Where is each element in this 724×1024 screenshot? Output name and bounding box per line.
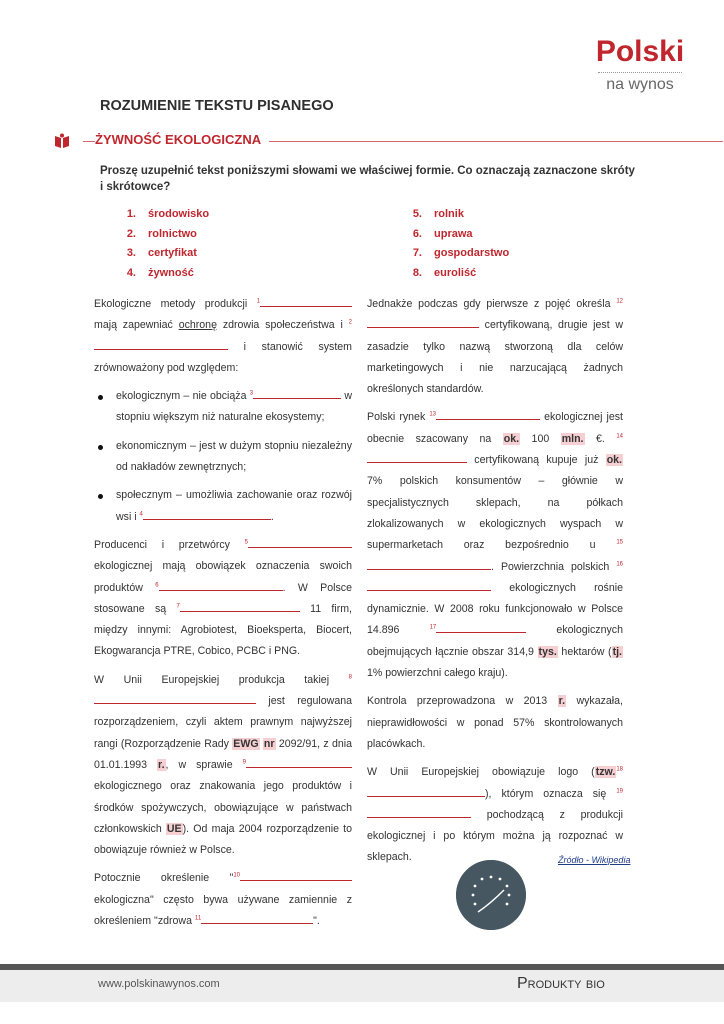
gap-blank[interactable] xyxy=(367,557,491,570)
paragraph: Producenci i przetwórcy $^5$ ekologicznej mają obowiązek oznaczenia swoich produktów $^6$ . W Polsce stosowane są $^7$ 11 firm, między innymi: Agrobiotest, Bioeksperta, Biocert, Ekogwarancja PTRE, Cobico, PCBC i PNG. xyxy=(94,535,352,663)
gap-blank[interactable] xyxy=(94,337,228,350)
brand-logo xyxy=(590,36,690,95)
paragraph: W Unii Europejskiej produkcja takiej $^8$ jest regulowana rozporządzeniem, czyli aktem prawnym najwyższej rangi (Rozporządzenie Rady EWG nr 2092/91, z dnia 01.01.1993 r., w sprawie $^9$ ekologicznego oraz znakowania jego produktów i środków spożywczych, obowiązujące w państwach członkowskich UE). Od maja 2004 rozporządzenie to obowiązuje również w Polsce. xyxy=(94,673,352,857)
paragraph: Polski rynek $^{13}$ ekologicznej jest obecnie szacowany na ok. 100 mln. €. $^{14}$ certyfikowaną kupuje już ok. 7% polskich konsumentów – głównie w specjalistycznych sklepach, na półkach zlokalizowanych w ekologicznych wyspach w supermarketach oraz bezpośrednio u $^{15}$. Powierzchnia polskich $^{16}$ ekologicznych rośnie dynamicznie. W 2008 roku funkcjonowało w Polsce 14.896 $^{17}$ ekologicznych obejmujących łącznie obszar 314,9 tys. hektarów (tj. 1% powierzchni całego kraju). xyxy=(367,407,623,684)
gap-blank[interactable] xyxy=(246,755,352,768)
word-item: 8. euroliść xyxy=(412,266,477,279)
bullet-item: ekonomicznym – jest w dużym stopniu niezależny od nakładów zewnętrznych; xyxy=(94,436,352,479)
word-item: 7. gospodarstwo xyxy=(412,247,510,259)
gap-blank[interactable] xyxy=(201,911,313,924)
section-title: ŻYWNOŚĆ EKOLOGICZNA xyxy=(95,132,269,147)
page-title: ROZUMIENIE TEKSTU PISANEGO xyxy=(100,98,334,114)
text-column-left xyxy=(94,294,352,939)
source-link[interactable]: Źródło - Wikipedia xyxy=(558,855,631,865)
paragraph: Potocznie określenie "$^{10}$ ekologiczna" często bywa używane zamiennie z określeniem "zdrowa $^{11}$ ". xyxy=(94,868,352,932)
logo-divider xyxy=(598,72,682,73)
logo-subtitle: na wynos xyxy=(606,76,674,93)
word-item: 5. rolnik xyxy=(412,208,464,220)
gap-blank[interactable] xyxy=(94,691,256,704)
paragraph: Ekologiczne metody produkcji $^1$ mają zapewniać ochronę zdrowia społeczeństwa i $^2$ i stanowić system zrównoważony pod względem: xyxy=(94,294,352,379)
gap-blank[interactable] xyxy=(143,507,271,520)
gap-blank[interactable] xyxy=(367,805,471,818)
instructions: Proszę uzupełnić tekst poniższymi słowami we właściwej formie. Co oznaczają zaznaczone skróty i skrótowce? xyxy=(100,165,635,193)
word-list-right xyxy=(396,208,509,286)
gap-blank[interactable] xyxy=(436,620,526,633)
gap-blank[interactable] xyxy=(180,599,300,612)
footer-url[interactable]: www.polskinawynos.com xyxy=(98,978,220,990)
word-item: 6. uprawa xyxy=(412,227,473,240)
gap-blank[interactable] xyxy=(253,386,341,399)
word-item: 2. rolnictwo xyxy=(126,227,197,240)
word-list-left xyxy=(110,208,209,286)
gap-blank[interactable] xyxy=(248,535,352,548)
euro-leaf-icon xyxy=(456,860,526,930)
section-header xyxy=(0,132,724,152)
gap-blank[interactable] xyxy=(367,450,467,463)
gap-blank[interactable] xyxy=(367,315,479,328)
gap-blank[interactable] xyxy=(367,578,491,591)
text-column-right xyxy=(367,294,623,876)
gap-blank[interactable] xyxy=(436,407,540,420)
paragraph: Jednakże podczas gdy pierwsze z pojęć określa $^{12}$ certyfikowaną, drugie jest w zasadzie tylko nazwą stworzoną dla celów marketingowych i nie narzucającą żadnych określonych standardów. xyxy=(367,298,623,396)
paragraph: W Unii Europejskiej obowiązuje logo (tzw.$^{18}$), którym oznacza się $^{19}$ pochodzącą z produkcji ekologicznej i po którym można ją rozpoznać w sklepach. xyxy=(367,766,623,864)
logo-brand: Polski xyxy=(595,35,685,68)
gap-blank[interactable] xyxy=(159,578,283,591)
gap-blank[interactable] xyxy=(367,784,485,797)
footer-title: Produkty bio xyxy=(517,975,605,992)
word-item: 1. środowisko xyxy=(126,208,210,220)
bullet-item: społecznym – umożliwia zachowanie oraz rozwój wsi i $^4$ . xyxy=(94,485,352,528)
bullet-item: ekologicznym – nie obciąża $^3$ w stopniu większym niż naturalne ekosystemy; xyxy=(94,386,352,429)
gap-blank[interactable] xyxy=(240,868,352,881)
word-item: 4. żywność xyxy=(126,266,194,279)
book-icon xyxy=(54,133,70,149)
paragraph: Kontrola przeprowadzona w 2013 r. wykazała, nieprawidłowości w ponad 57% skontrolowanych placówkach. xyxy=(367,695,623,750)
word-item: 3. certyfikat xyxy=(126,247,197,259)
gap-blank[interactable] xyxy=(260,294,352,307)
